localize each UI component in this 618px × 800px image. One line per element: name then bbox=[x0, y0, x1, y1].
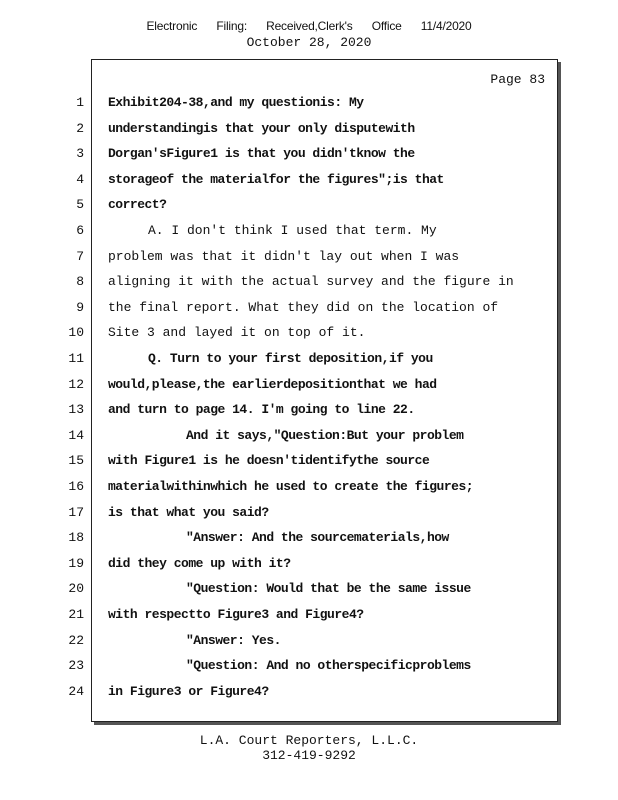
stamp-word: Filing: bbox=[216, 19, 247, 33]
line-number: 16 bbox=[68, 479, 84, 494]
line-text: with Figure1 is he doesn'tidentifythe source bbox=[108, 453, 430, 469]
transcript-line bbox=[0, 500, 618, 526]
line-text: "Question: Would that be the same issue bbox=[186, 581, 471, 597]
line-text: did they come up with it? bbox=[108, 555, 291, 571]
line-number: 23 bbox=[68, 658, 84, 674]
transcript-line bbox=[0, 192, 618, 218]
transcript-date: October 28, 2020 bbox=[246, 35, 372, 50]
page-number: Page 83 bbox=[490, 72, 545, 87]
transcript-line bbox=[0, 602, 618, 628]
line-text: materialwithinwhich he used to create the figures; bbox=[108, 479, 474, 494]
line-text: Dorgan'sFigure1 is that you didn'tknow the bbox=[108, 146, 415, 162]
line-text: would,please,the earlierdepositionthat we had bbox=[108, 376, 437, 392]
transcript-line bbox=[0, 167, 618, 193]
transcript-line bbox=[0, 218, 618, 244]
line-text: the final report. What they did on the location of bbox=[108, 299, 499, 315]
line-number: 8 bbox=[76, 274, 84, 290]
transcript-line bbox=[0, 679, 618, 705]
line-number: 4 bbox=[76, 171, 84, 187]
transcript-line bbox=[0, 551, 618, 577]
line-text: with respectto Figure3 and Figure4? bbox=[108, 607, 364, 622]
line-number: 14 bbox=[68, 427, 84, 443]
reporter-phone: 312-419-9292 bbox=[262, 748, 356, 763]
line-number: 11 bbox=[68, 351, 84, 366]
line-number: 15 bbox=[68, 453, 84, 469]
line-text: and turn to page 14. I'm going to line 22. bbox=[108, 402, 415, 418]
line-text: "Answer: And the sourcematerials,how bbox=[186, 530, 449, 546]
line-text: is that what you said? bbox=[108, 504, 269, 520]
line-text: correct? bbox=[108, 197, 167, 213]
line-number: 6 bbox=[76, 223, 84, 238]
line-text: Site 3 and layed it on top of it. bbox=[108, 325, 366, 341]
transcript-line bbox=[0, 244, 618, 270]
line-number: 18 bbox=[68, 530, 84, 546]
line-number: 9 bbox=[76, 299, 84, 315]
line-number: 13 bbox=[68, 402, 84, 418]
line-text: And it says,"Question:But your problem bbox=[186, 427, 464, 443]
line-text: in Figure3 or Figure4? bbox=[108, 683, 269, 699]
line-number: 7 bbox=[76, 248, 84, 264]
transcript-line bbox=[0, 269, 618, 295]
line-text: aligning it with the actual survey and the figure in bbox=[108, 274, 514, 290]
line-number: 5 bbox=[76, 197, 84, 213]
transcript-line bbox=[0, 90, 618, 116]
transcript-line bbox=[0, 525, 618, 551]
stamp-word: Received,Clerk's bbox=[266, 19, 353, 33]
transcript-line bbox=[0, 295, 618, 321]
line-number: 17 bbox=[68, 504, 84, 520]
line-number: 21 bbox=[68, 607, 84, 622]
transcript-line bbox=[0, 320, 618, 346]
transcript-line bbox=[0, 346, 618, 372]
transcript-line bbox=[0, 628, 618, 654]
line-number: 20 bbox=[68, 581, 84, 597]
line-number: 3 bbox=[76, 146, 84, 162]
transcript-line bbox=[0, 423, 618, 449]
line-text: "Answer: Yes. bbox=[186, 632, 281, 648]
footer bbox=[0, 733, 618, 763]
line-text: Exhibit204-38,and my questionis: My bbox=[108, 95, 364, 110]
line-number: 19 bbox=[68, 555, 84, 571]
transcript-line bbox=[0, 576, 618, 602]
line-text: storageof the materialfor the figures";is that bbox=[108, 171, 444, 187]
line-text: understandingis that your only disputewith bbox=[108, 120, 415, 136]
transcript-line bbox=[0, 116, 618, 142]
transcript-line bbox=[0, 448, 618, 474]
transcript-line bbox=[0, 653, 618, 679]
line-number: 24 bbox=[68, 683, 84, 699]
stamp-word: 11/4/2020 bbox=[420, 19, 472, 33]
reporter-company: L.A. Court Reporters, L.L.C. bbox=[199, 733, 419, 748]
line-text: A. I don't think I used that term. My bbox=[148, 223, 437, 238]
line-number: 22 bbox=[68, 632, 84, 648]
line-text: problem was that it didn't lay out when I was bbox=[108, 248, 460, 264]
stamp-word: Electronic bbox=[146, 19, 198, 33]
line-number: 10 bbox=[68, 325, 84, 341]
filing-stamp bbox=[0, 19, 618, 33]
transcript-line bbox=[0, 372, 618, 398]
line-number: 1 bbox=[76, 95, 84, 110]
stamp-word: Office bbox=[371, 19, 402, 33]
line-text: "Question: And no otherspecificproblems bbox=[186, 658, 471, 674]
transcript-line bbox=[0, 397, 618, 423]
line-number: 2 bbox=[76, 120, 84, 136]
transcript-line bbox=[0, 141, 618, 167]
transcript-line bbox=[0, 474, 618, 500]
line-number: 12 bbox=[68, 376, 84, 392]
line-text: Q. Turn to your first deposition,if you bbox=[148, 351, 433, 366]
